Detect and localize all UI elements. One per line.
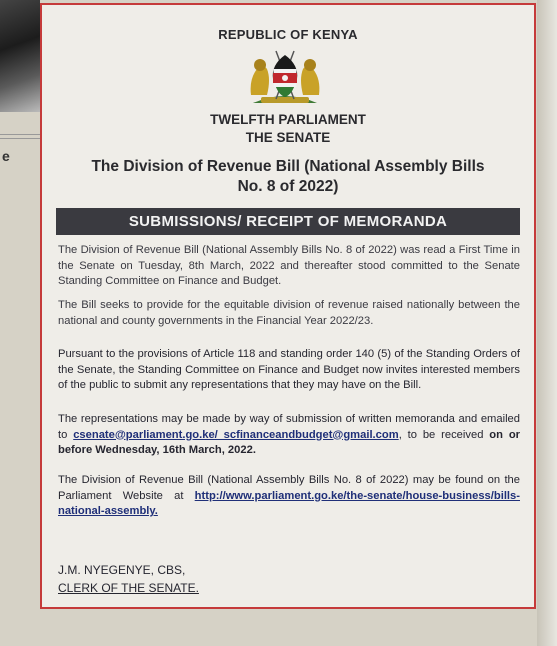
- background-rule: [0, 134, 40, 135]
- bill-title: [82, 157, 494, 197]
- website-link[interactable]: http://www.parliament.go.ke/the-senate/house-business/bills-national-assembly.: [58, 489, 520, 517]
- background-photo: [0, 0, 40, 112]
- bill-title-line: No. 8 of 2022): [237, 178, 339, 195]
- submission-deadline: on or before Wednesday, 16th March, 2022.: [58, 428, 521, 456]
- page-edge: [537, 0, 557, 646]
- paragraph-submission: [58, 412, 520, 459]
- background-rule: [0, 138, 40, 139]
- paragraph-website: [58, 473, 520, 520]
- submission-intro: The representations may be made by way of submission of written memoranda and emailed to: [58, 413, 520, 441]
- senate-notice: [40, 3, 536, 609]
- email-link[interactable]: csenate@parliament.go.ke/ scfinanceandbudget@gmail.com: [73, 428, 399, 441]
- signature-block: [58, 561, 199, 597]
- republic-heading: REPUBLIC OF KENYA: [218, 27, 358, 42]
- submissions-banner: SUBMISSIONS/ RECEIPT OF MEMORANDA: [56, 208, 520, 235]
- signatory-title: CLERK OF THE SENATE.: [58, 581, 199, 595]
- paragraph-invitation: Pursuant to the provisions of Article 118 and standing order 140 (5) of the Standing Orders of the Senate, the Standing Committee on Finance and Budget now invites interested members of the public to submit any representations that they may have on the Bill.: [58, 348, 520, 391]
- paragraph-first-reading: The Division of Revenue Bill (National Assembly Bills No. 8 of 2022) was read a First Time in the Senate on Tuesday, 8th March, 2022 and thereafter stood committed to the Senate Standing Committee on Finance and Budget.: [58, 244, 520, 287]
- submission-mid: , to be received: [398, 428, 484, 441]
- bill-title-line: The Division of Revenue Bill (National Assembly Bills: [91, 158, 485, 175]
- signatory-name: J.M. NYEGENYE, CBS,: [58, 563, 186, 577]
- background-text-fragment: e: [2, 148, 10, 164]
- parliament-heading: [42, 111, 534, 147]
- website-intro: The Division of Revenue Bill (National Assembly Bills No. 8 of 2022) may be found on the Parliament Website at: [58, 474, 520, 502]
- paragraph-purpose: The Bill seeks to provide for the equitable division of revenue raised nationally between the national and county governments in the Financial Year 2022/23.: [58, 299, 520, 327]
- parliament-name: TWELFTH PARLIAMENT: [210, 112, 366, 127]
- kenya-coat-of-arms-icon: [245, 45, 325, 107]
- house-name: THE SENATE: [245, 130, 331, 145]
